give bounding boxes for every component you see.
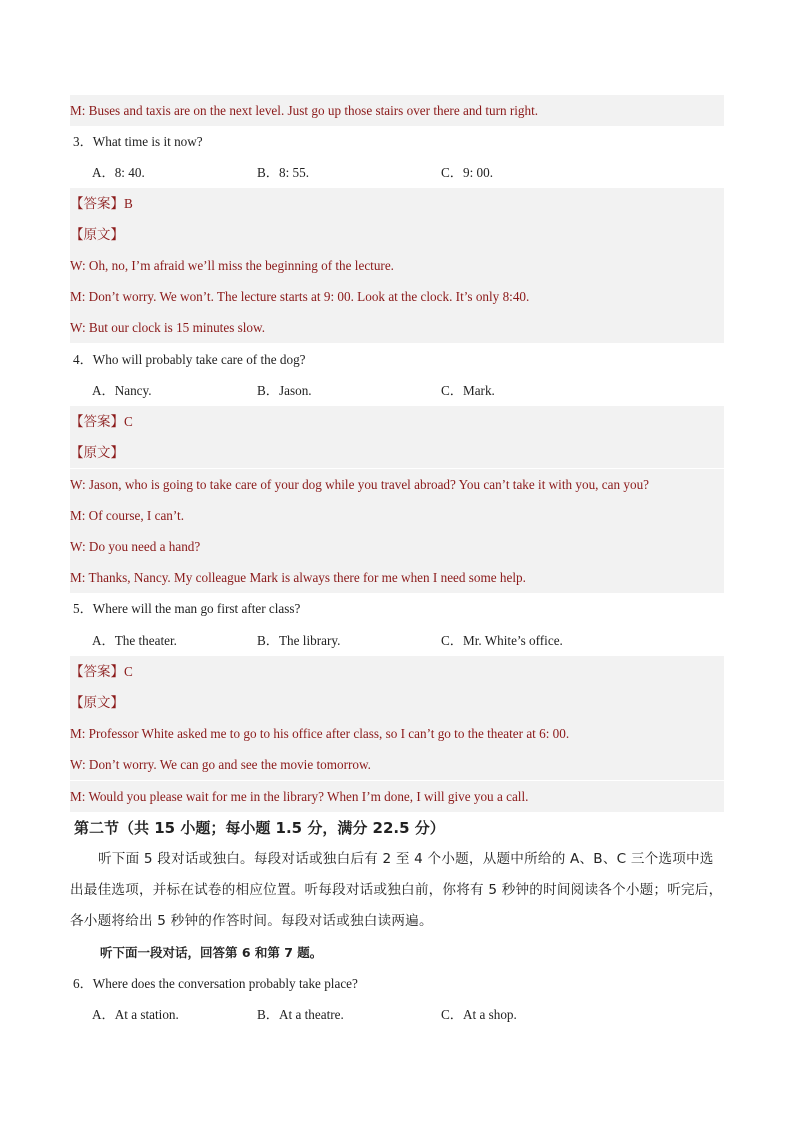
transcript-tag-row (70, 437, 724, 468)
option-b: B．Jason. (257, 383, 312, 398)
dialogue-line: M: Don’t worry. We won’t. The lecture starts at 9: 00. Look at the clock. It’s only 8:40. (70, 281, 724, 312)
dialogue-line: W: Jason, who is going to take care of your dog while you travel abroad? You can’t take it with you, can you? (70, 469, 724, 500)
question-6-options (90, 999, 724, 1030)
question-4: 4．Who will probably take care of the dog? (73, 352, 306, 367)
dialogue-line: W: But our clock is 15 minutes slow. (70, 312, 724, 343)
answer-value: B (124, 196, 133, 211)
option-a: A．At a station. (92, 1007, 179, 1022)
option-b: B．The library. (257, 633, 341, 648)
option-c: C．9: 00. (441, 165, 494, 180)
dialogue-line: W: Do you need a hand? (70, 531, 724, 562)
dialogue-line: M: Would you please wait for me in the library? When I’m done, I will give you a call. (70, 781, 724, 812)
option-c: C．At a shop. (441, 1007, 517, 1022)
section-instructions: 听下面 5 段对话或独白。每段对话或独白后有 2 至 4 个小题，从题中所给的 A、B、C 三个选项中选出最佳选项，并标在试卷的相应位置。听每段对话或独白前，你将有 5 秒钟的时间阅读各个小题；听完后，各小题将给出 5 秒钟的作答时间。每段对话或独白读两遍。 (70, 851, 723, 929)
answer-tag: 【答案】 (70, 196, 124, 212)
question-5-options (90, 625, 724, 656)
option-b: B．At a theatre. (257, 1007, 344, 1022)
dialogue-line: M: Thanks, Nancy. My colleague Mark is always there for me when I need some help. (70, 562, 724, 593)
dialogue-line: M: Professor White asked me to go to his office after class, so I can’t go to the theater at 6: 00. (70, 718, 724, 749)
question-3: 3．What time is it now? (73, 134, 203, 149)
dialogue-line: W: Oh, no, I’m afraid we’ll miss the beginning of the lecture. (70, 250, 724, 281)
option-c: C．Mr. White’s office. (441, 633, 563, 648)
question-5: 5．Where will the man go first after class? (73, 601, 301, 616)
transcript-tag: 【原文】 (70, 227, 124, 243)
transcript-tag: 【原文】 (70, 445, 124, 461)
option-a: A．Nancy. (92, 383, 152, 398)
dialogue-line: M: Buses and taxis are on the next level. Just go up those stairs over there and turn right. (70, 95, 724, 126)
answer-tag: 【答案】 (70, 664, 124, 680)
section-heading: 第二节（共 15 小题；每小题 1.5 分，满分 22.5 分） (74, 819, 445, 837)
sub-instruction: 听下面一段对话，回答第 6 和第 7 题。 (100, 945, 323, 960)
dialogue-line: W: Don’t worry. We can go and see the movie tomorrow. (70, 749, 724, 780)
option-b: B．8: 55. (257, 165, 310, 180)
option-c: C．Mark. (441, 383, 495, 398)
question-6: 6．Where does the conversation probably take place? (73, 976, 358, 991)
question-4-options (90, 375, 724, 406)
answer-tag: 【答案】 (70, 414, 124, 430)
answer-row (70, 406, 724, 437)
question-3-options (90, 157, 724, 188)
option-a: A．The theater. (92, 633, 177, 648)
answer-value: C (124, 414, 133, 429)
dialogue-line: M: Of course, I can’t. (70, 500, 724, 531)
answer-row (70, 188, 724, 219)
answer-row (70, 656, 724, 687)
transcript-tag-row (70, 687, 724, 718)
option-a: A．8: 40. (92, 165, 145, 180)
answer-value: C (124, 664, 133, 679)
transcript-tag: 【原文】 (70, 695, 124, 711)
transcript-tag-row (70, 219, 724, 250)
